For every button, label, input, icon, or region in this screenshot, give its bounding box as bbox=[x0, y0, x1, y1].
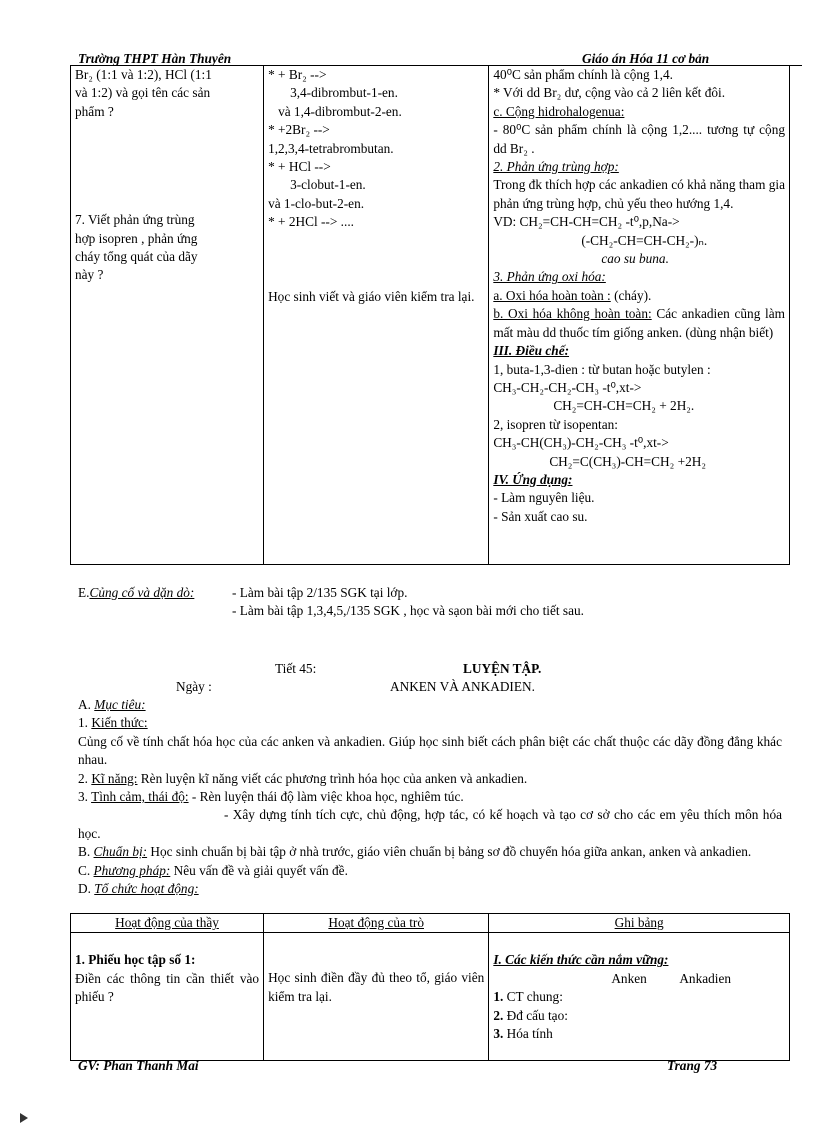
lesson-subtitle: ANKEN VÀ ANKADIEN. bbox=[390, 679, 535, 694]
lesson-date: Ngày : bbox=[176, 679, 212, 694]
lesson-body bbox=[78, 696, 782, 898]
page-marker-icon bbox=[20, 1113, 28, 1123]
footer-teacher: GV: Phan Thanh Mai bbox=[78, 1058, 199, 1073]
teacher-column bbox=[71, 66, 264, 565]
student-column bbox=[264, 66, 489, 565]
lesson-number: Tiết 45: bbox=[275, 661, 317, 676]
activity-table bbox=[70, 913, 790, 1061]
board-content: 40⁰C sản phẩm chính là cộng 1,4. * Với dd Br₂ dư, cộng vào cả 2 liên kết đôi. c. Cộng hidrohalogenua: - 80⁰C sản phẩm chính là cộng 1,2.... tương tự cộng dd Br₂ . 2. Phản ứng trùng hợp: Trong đk thích hợp các ankadien có khả năng tham gia phản ứng trùng hợp, chủ yếu theo hướng 1,4. VD: CH₂=CH-CH=CH₂ -t⁰,p,Na-> (-CH₂-CH=CH-CH₂-)ₙ. cao su buna. 3. Phản ứng oxi hóa: a. Oxi hóa hoàn toàn : (cháy). b. Oxi hóa không hoàn toàn: Các ankadien cũng làm mất màu dd thuốc tím giống anken. (dùng nhận biết) III. Điều chế: 1, buta-1,3-dien : từ butan hoặc butylen : CH₃-CH₂-CH₂-CH₃ -t⁰,xt-> CH₂=CH-CH=CH₂ + 2H₂. 2, isopren từ isopentan: CH₃-CH(CH₃)-CH₂-CH₃ -t⁰,xt-> CH₂=C(CH₃)-CH=CH₂ +2H₂ IV. Ứng dụng: - Làm nguyên liệu. - Sản xuất cao su. bbox=[493, 67, 785, 524]
method-text: C. Phương pháp: Nêu vấn đề và giải quyết vấn đề. bbox=[78, 862, 348, 878]
attitude-text: 3. Tình cảm, thái độ: - Rèn luyện thái độ làm việc khoa học, nghiêm túc. bbox=[78, 789, 464, 805]
col-header-teacher: Hoạt động của thầy bbox=[71, 914, 264, 933]
section-e-line-2: - Làm bài tập 1,3,4,5,/135 SGK , học và sạon bài mới cho tiết sau. bbox=[232, 603, 584, 618]
heading-preparation: III. Điều chế: bbox=[493, 343, 570, 359]
col-header-student: Hoạt động của trò bbox=[264, 914, 489, 933]
footer-page: Trang 73 bbox=[667, 1058, 718, 1073]
teacher-question-6: Br₂ (1:1 và 1:2), HCl (1:1 và 1:2) và gọi tên các sản phẩm ? bbox=[75, 67, 212, 119]
teacher-activity: 1. Phiếu học tập số 1: Điền các thông tin cần thiết vào phiếu ? bbox=[71, 933, 264, 1061]
student-activity: Học sinh điền đầy đủ theo tổ, giáo viên kiểm tra lại. bbox=[264, 933, 489, 1061]
header-subject: Giáo án Hóa 11 cơ bản bbox=[582, 51, 710, 66]
heading-polymerization: 2. Phản ứng trùng hợp: bbox=[493, 159, 619, 175]
section-e-line-1: - Làm bài tập 2/135 SGK tại lớp. bbox=[232, 585, 408, 600]
student-note: Học sinh viết và giáo viên kiểm tra lại. bbox=[268, 288, 475, 304]
lesson-title: LUYỆN TẬP. bbox=[463, 661, 542, 676]
knowledge-heading: 1. Kiến thức: bbox=[78, 715, 148, 731]
student-answers: * + Br₂ --> 3,4-dibrombut-1-en. và 1,4-dibrombut-2-en. * +2Br₂ --> 1,2,3,4-tetrabrombutan. * + HCl --> 3-clobut-1-en. và 1-clo-but-2-en. * + 2HCl --> .... bbox=[268, 67, 402, 230]
board-activity: I. Các kiến thức cần nắm vững: Anken Ankadien 1. CT chung: 2. Đđ cấu tạo: 3. Hóa tính bbox=[489, 933, 790, 1061]
preparation-text: B. Chuẩn bị: Học sinh chuẩn bị bài tập ở nhà trước, giáo viên chuẩn bị bảng sơ đồ chuyển hóa giữa ankan, anken và ankadien. bbox=[78, 844, 752, 860]
skills-text: 2. Kĩ năng: Rèn luyện kĩ năng viết các phương trình hóa học của anken và ankadien. bbox=[78, 770, 528, 786]
section-e: E.Củng cố và dặn dò: bbox=[78, 585, 195, 600]
organization-heading: D. Tổ chức hoạt động: bbox=[78, 881, 199, 897]
col-header-board: Ghi bảng bbox=[489, 914, 790, 933]
lesson-table-continued bbox=[70, 65, 790, 565]
objectives-heading: A. Mục tiêu: bbox=[78, 697, 146, 712]
board-column bbox=[489, 66, 790, 565]
teacher-question-7: 7. Viết phản ứng trùng hợp isopren , phản ứng cháy tổng quát của dãy này ? bbox=[75, 212, 198, 283]
heading-applications: IV. Ứng dụng: bbox=[493, 471, 573, 487]
attitude-text-2: - Xây dựng tính tích cực, chủ động, hợp tác, có kế hoạch và tạo cơ sở cho các em yêu thích môn hóa học. bbox=[78, 807, 782, 841]
knowledge-text: Củng cố về tính chất hóa học của các anken và ankadien. Giúp học sinh biết cách phân biệt các chất thuộc các dãy đồng đẳng khác nhau. bbox=[78, 733, 782, 768]
header-school: Trường THPT Hàn Thuyên bbox=[78, 51, 232, 66]
heading-oxidation: 3. Phản ứng oxi hóa: bbox=[493, 269, 606, 285]
